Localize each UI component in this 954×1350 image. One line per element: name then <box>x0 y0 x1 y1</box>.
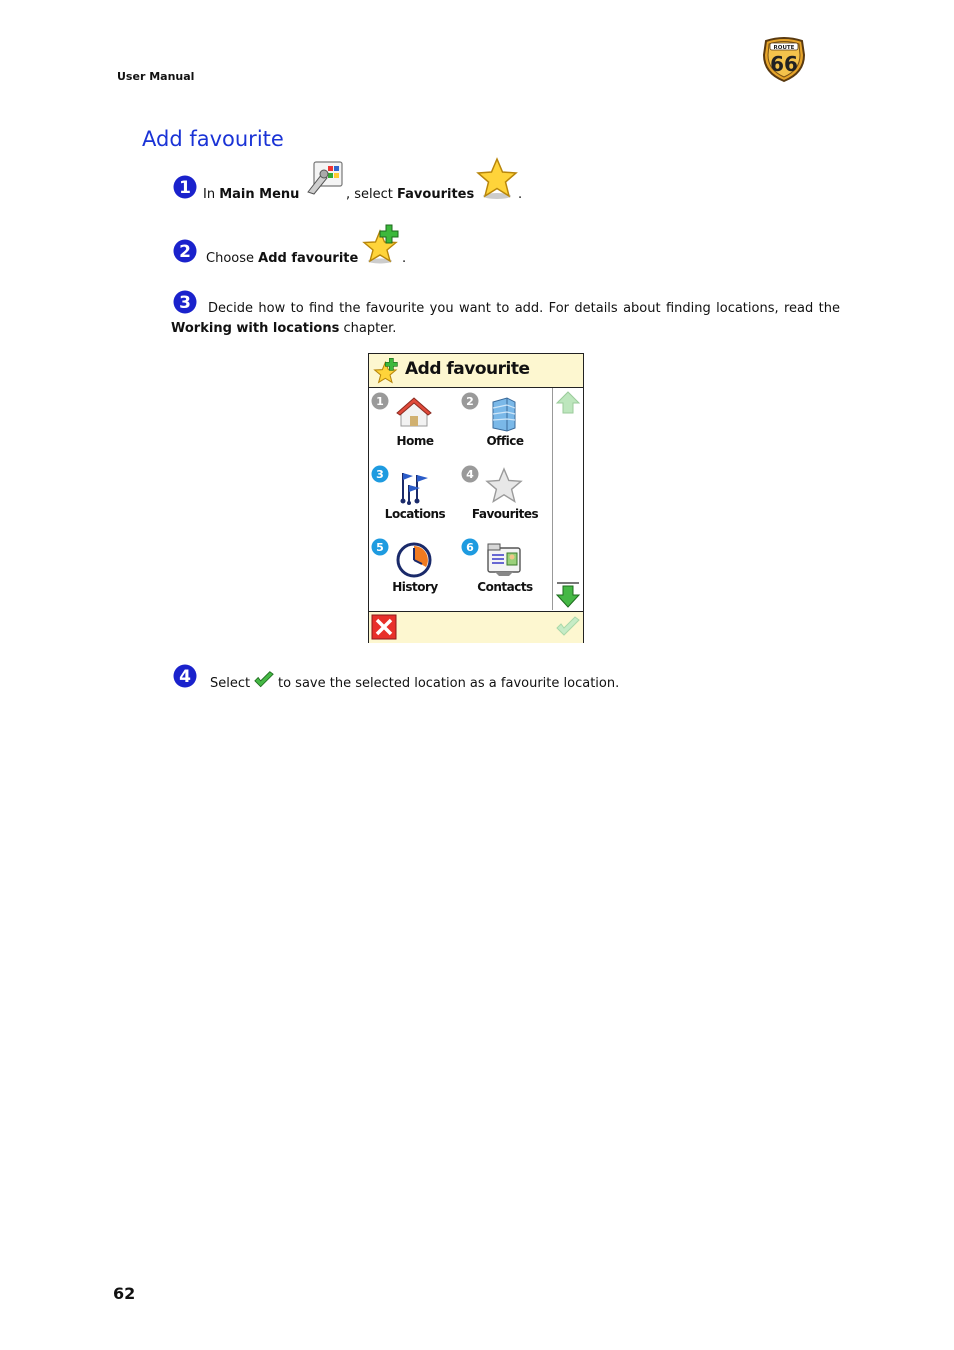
svg-text:3: 3 <box>179 293 191 313</box>
main-menu-icon <box>304 160 344 196</box>
svg-text:4: 4 <box>466 468 474 481</box>
section-title: Add favourite <box>142 127 284 151</box>
option-history[interactable] <box>369 536 459 606</box>
favourites-star-icon <box>475 156 519 200</box>
option-label: Locations <box>384 507 446 521</box>
step-number-2 <box>173 239 197 263</box>
step-1-text-a: In Main Menu <box>203 187 300 202</box>
option-contacts[interactable] <box>459 536 549 606</box>
logo-text-top: ROUTE <box>773 45 795 51</box>
step-2-text-a: Choose Add favourite <box>206 251 359 266</box>
step-number-1 <box>173 175 197 199</box>
scroll-column <box>553 388 583 610</box>
screen-footer <box>369 611 583 643</box>
check-icon <box>253 670 275 690</box>
page-number: 62 <box>113 1284 136 1303</box>
svg-text:2: 2 <box>179 242 191 262</box>
add-favourite-icon <box>360 223 402 265</box>
history-icon <box>395 540 433 578</box>
badge-3 <box>371 465 389 483</box>
step-4-text-a: Select <box>210 676 251 691</box>
cancel-button[interactable] <box>371 614 397 640</box>
step-1-text-c: . <box>518 187 523 202</box>
contacts-icon <box>485 540 523 578</box>
scroll-down-arrow-icon[interactable] <box>555 581 581 609</box>
option-label: Office <box>486 434 524 448</box>
badge-5 <box>371 538 389 556</box>
scroll-up-arrow-icon[interactable] <box>555 390 581 416</box>
screen-header <box>369 354 583 388</box>
home-icon <box>395 394 433 432</box>
add-favourite-header-icon <box>372 357 400 385</box>
option-locations[interactable] <box>369 463 459 533</box>
option-favourites[interactable] <box>459 463 549 533</box>
logo-text-num: 66 <box>770 52 798 76</box>
svg-text:2: 2 <box>466 395 474 408</box>
svg-text:1: 1 <box>179 178 191 198</box>
svg-text:3: 3 <box>376 468 384 481</box>
option-office[interactable] <box>459 390 549 460</box>
step-number-4 <box>173 664 197 688</box>
badge-2 <box>461 392 479 410</box>
svg-text:1: 1 <box>376 395 384 408</box>
step-3-text: Decide how to find the favourite you want to add. For details about finding locations, read the Working with locations chapter. <box>171 301 840 336</box>
device-screen <box>368 353 584 643</box>
option-label: Home <box>396 434 434 448</box>
badge-1 <box>371 392 389 410</box>
step-1-text-b: , select Favourites <box>346 187 475 202</box>
step-2-text-b: . <box>402 251 407 266</box>
confirm-check-button[interactable] <box>555 615 581 639</box>
option-label: Favourites <box>471 507 539 521</box>
svg-text:4: 4 <box>179 667 191 687</box>
step-4-text-b: to save the selected location as a favourite location. <box>278 676 620 691</box>
svg-text:5: 5 <box>376 541 384 554</box>
option-grid <box>369 388 553 610</box>
route66-logo <box>760 35 808 83</box>
option-label: History <box>392 580 438 594</box>
badge-6 <box>461 538 479 556</box>
svg-text:6: 6 <box>466 541 474 554</box>
screen-title: Add favourite <box>405 359 530 379</box>
header-label: User Manual <box>117 70 195 83</box>
badge-4 <box>461 465 479 483</box>
locations-icon <box>395 467 433 505</box>
office-icon <box>485 394 523 432</box>
favourites-icon <box>485 467 523 505</box>
option-label: Contacts <box>477 580 533 594</box>
option-home[interactable] <box>369 390 459 460</box>
